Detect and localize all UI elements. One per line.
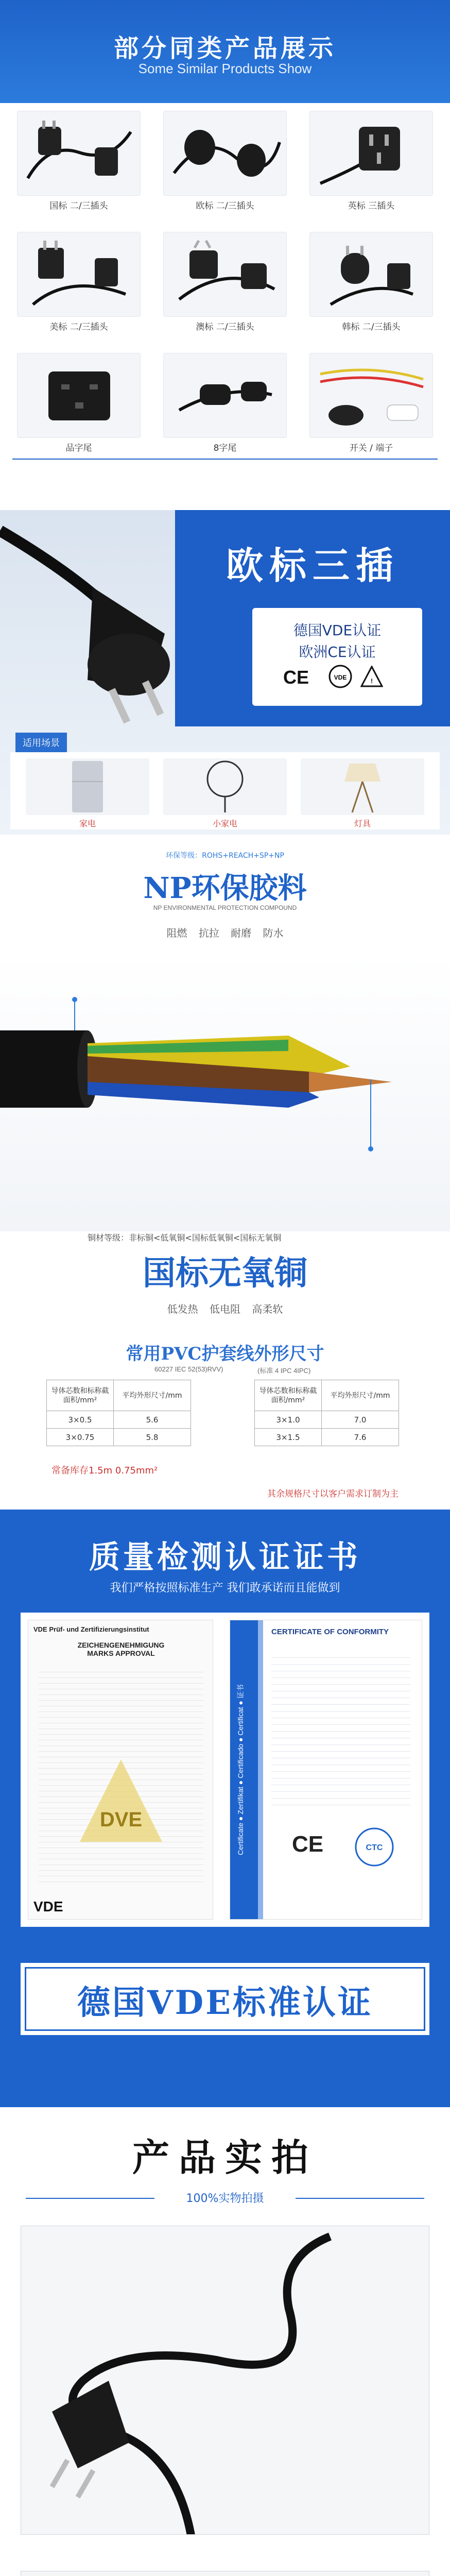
copper-grade-note: 铜材等级：非标铜<低氧铜<国标低氧铜<国标无氧铜: [88, 1233, 282, 1243]
vde-certificate: [28, 1620, 213, 1920]
cert-box: [252, 608, 422, 706]
quality-subtitle: 我们严格按照标准生产 我们敢承诺而且能做到: [110, 1582, 340, 1595]
ce-mark-icon: CE: [292, 1832, 324, 1857]
product-photo: [309, 232, 433, 317]
np-feature: 防水: [263, 927, 284, 939]
product-label: 品字尾: [65, 443, 92, 453]
cell-core: 3×0.5: [47, 1411, 114, 1429]
product-card[interactable]: [161, 353, 289, 456]
photos-subtitle: 100%实物拍摄: [186, 2192, 264, 2205]
ce-mark-icon: CE: [283, 667, 309, 688]
product-label: 澳标 二/三插头: [196, 322, 254, 332]
product-photo: [17, 232, 141, 317]
product-card[interactable]: [14, 111, 143, 214]
quality-section: [0, 1510, 450, 2107]
np-feature: 阻燃: [166, 927, 187, 939]
vde-label-border: [25, 1967, 425, 2031]
spec-table-left: [46, 1380, 191, 1446]
ctc-seal-icon: [354, 1826, 395, 1868]
product-label: 国标 二/三插头: [49, 201, 108, 211]
product-label: 8字尾: [213, 443, 237, 453]
env-grade: 环保等级：ROHS+REACH+SP+NP: [166, 852, 284, 860]
header-od: 平均外形尺寸/mm: [322, 1380, 399, 1411]
certificates: [21, 1613, 429, 1927]
scene-label-lamp: 灯具: [354, 819, 371, 828]
quality-title: 质量检测认证证书: [89, 1539, 361, 1575]
vde-seal-icon: [75, 1754, 167, 1847]
svg-text:VDE: VDE: [334, 674, 347, 681]
vde-cert-head: VDE Prüf- und Zertifizierungsinstitut: [33, 1625, 149, 1633]
cert-vde-text: 德国VDE认证: [293, 622, 382, 639]
np-features: [0, 925, 450, 940]
cert-text-lines: [271, 1651, 410, 1806]
subtitle-line-right: [296, 2198, 424, 2199]
product-photo: [17, 353, 141, 438]
vde-cert-title: ZEICHENGENEHMIGUNG MARKS APPROVAL: [77, 1641, 165, 1657]
product-card[interactable]: [307, 111, 436, 214]
np-title: NP环保胶料: [143, 871, 307, 905]
header-od: 平均外形尺寸/mm: [114, 1380, 191, 1411]
ce-cert-title: CERTIFICATE OF CONFORMITY: [271, 1628, 389, 1636]
similar-products-section: [0, 0, 450, 479]
product-label: 韩标 二/三插头: [342, 322, 401, 332]
scene-row: [10, 752, 440, 829]
copper-features: [0, 1301, 450, 1316]
svg-text:DVE: DVE: [99, 1808, 143, 1831]
scene-fan-photo: [163, 758, 287, 815]
scene-appliance-photo: [26, 758, 149, 815]
header-core: 导体芯数和标称截面积/mm²: [47, 1380, 114, 1411]
copper-title: 国标无氧铜: [143, 1254, 307, 1293]
cell-od: 7.0: [322, 1411, 399, 1429]
custom-note: 其余规格尺寸以客户需求订制为主: [267, 1489, 399, 1499]
product-photo-1: [21, 2226, 429, 2535]
product-photo: [163, 353, 287, 438]
cert-ce-text: 欧洲CE认证: [299, 643, 376, 660]
cert-marks: [283, 665, 391, 690]
np-feature: 耐磨: [231, 927, 252, 939]
product-photo: [309, 353, 433, 438]
cert-side-stripe: [258, 1620, 263, 1920]
ce-certificate: [230, 1620, 422, 1920]
product-card[interactable]: [307, 232, 436, 335]
product-photo: [309, 111, 433, 196]
product-photo: [17, 111, 141, 196]
cell-od: 5.8: [114, 1429, 191, 1446]
product-label: 开关 / 端子: [349, 443, 393, 453]
np-en-title: NP ENVIRONMENTAL PROTECTION COMPOUND: [153, 904, 297, 911]
vde-label: 德国VDE标准认证: [77, 1984, 373, 2022]
table-row: [47, 1429, 191, 1446]
svg-text:!: !: [371, 677, 373, 685]
table-row: [255, 1411, 399, 1429]
stock-note: 常备库存1.5m 0.75mm²: [51, 1465, 158, 1476]
product-label: 欧标 二/三插头: [196, 201, 254, 211]
cell-core: 3×1.5: [255, 1429, 322, 1446]
product-card[interactable]: [14, 232, 143, 335]
cell-core: 3×0.75: [47, 1429, 114, 1446]
vde-mark-icon: [328, 665, 352, 688]
product-card[interactable]: [14, 353, 143, 456]
triangle-mark-icon: [360, 666, 383, 687]
copper-feature: 低电阻: [210, 1303, 240, 1315]
scene-lamp-photo: [301, 758, 424, 815]
scene-label-appliance: 家电: [79, 819, 96, 828]
cable-photo: [0, 953, 450, 1231]
product-label: 美标 二/三插头: [49, 322, 108, 332]
product-photo-2: [21, 2571, 429, 2576]
similar-subtitle: Some Similar Products Show: [138, 61, 312, 76]
scene-label: 适用场景: [15, 733, 67, 752]
pvc-standard-right: (标准 4 IPC 4IPC): [257, 1367, 311, 1375]
cell-core: 3×1.0: [255, 1411, 322, 1429]
product-photo: [163, 111, 287, 196]
material-section: [0, 835, 450, 1510]
photos-title: 产品实拍: [132, 2136, 318, 2179]
table-row: [255, 1429, 399, 1446]
similar-title: 部分同类产品展示: [113, 34, 336, 63]
euro-plug-section: [0, 479, 450, 835]
cell-od: 5.6: [114, 1411, 191, 1429]
scene-label-small-appliance: 小家电: [212, 819, 237, 828]
header-core: 导体芯数和标称截面积/mm²: [255, 1380, 322, 1411]
svg-text:CTC: CTC: [366, 1843, 383, 1852]
pvc-title: 常用PVC护套线外形尺寸: [126, 1344, 324, 1364]
cert-footer-text: Certificate ● Zertifikat ● Certificado ● Certificat ● 证书: [236, 1684, 245, 1855]
product-card[interactable]: [161, 232, 289, 335]
cell-od: 7.6: [322, 1429, 399, 1446]
copper-feature: 高柔软: [252, 1303, 283, 1315]
photos-section: [0, 2107, 450, 2576]
table-row: [47, 1411, 191, 1429]
np-feature: 抗拉: [198, 927, 219, 939]
section-divider: [12, 459, 438, 460]
spec-table-right: [254, 1380, 399, 1446]
product-label: 英标 三插头: [348, 201, 395, 211]
copper-feature: 低发热: [167, 1303, 198, 1315]
vde-logo: VDE: [33, 1899, 63, 1914]
product-photo: [163, 232, 287, 317]
similar-header-band: [0, 0, 450, 103]
product-card[interactable]: [307, 353, 436, 456]
euro-title: 欧标三插: [226, 544, 399, 587]
product-card[interactable]: [161, 111, 289, 214]
pvc-standard-left: 60227 IEC 52(53)RVV): [154, 1365, 223, 1373]
